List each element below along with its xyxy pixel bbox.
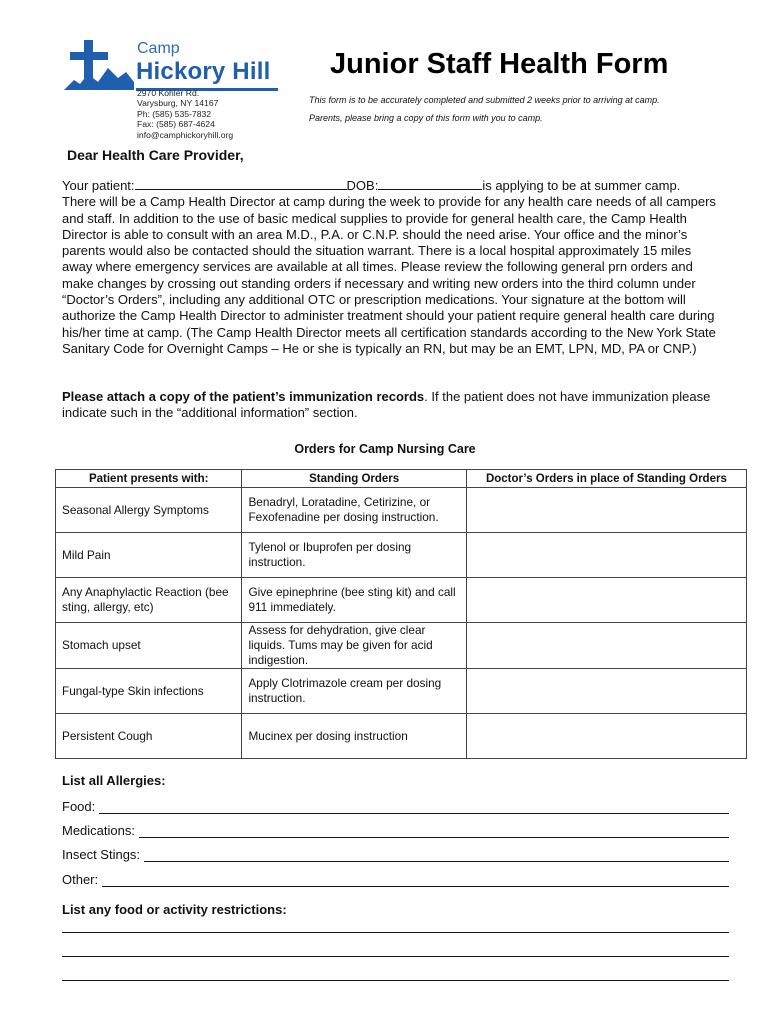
table-row — [56, 533, 747, 578]
condition-cell: Stomach upset — [56, 623, 242, 669]
restrictions-heading: List any food or activity restrictions: — [62, 902, 287, 917]
restrictions-field[interactable] — [62, 932, 729, 933]
standing-order-cell: Apply Clotrimazole cream per dosing instruction. — [242, 669, 466, 714]
restrictions-field[interactable] — [62, 956, 729, 957]
doctor-order-cell[interactable] — [466, 488, 746, 533]
insect-allergy-row — [62, 844, 729, 862]
medications-label: Medications: — [62, 823, 135, 838]
form-title: Junior Staff Health Form — [330, 48, 669, 80]
insect-allergy-field[interactable] — [144, 847, 729, 862]
logo-name-text: Hickory Hill — [136, 58, 271, 85]
standing-order-cell: Benadryl, Loratadine, Cetirizine, or Fexofenadine per dosing instruction. — [242, 488, 466, 533]
cross-mountain-icon — [64, 38, 136, 98]
food-allergy-row — [62, 796, 729, 814]
copy-note: Parents, please bring a copy of this form with you to camp. — [309, 113, 543, 123]
food-label: Food: — [62, 799, 96, 814]
patient-name-field[interactable] — [135, 177, 347, 190]
condition-cell: Mild Pain — [56, 533, 242, 578]
header-doctors-orders: Doctor’s Orders in place of Standing Orders — [466, 470, 746, 488]
email-line: info@camphickoryhill.org — [137, 129, 234, 140]
immunization-note — [62, 389, 727, 422]
fax-line: Fax: (585) 687-4624 — [137, 119, 215, 130]
patient-dob-line — [62, 177, 722, 194]
greeting: Dear Health Care Provider, — [67, 147, 244, 163]
allergies-heading: List all Allergies: — [62, 773, 166, 788]
doctor-order-cell[interactable] — [466, 623, 746, 669]
dob-field[interactable] — [378, 177, 482, 190]
line1-tail: is applying to be at summer camp. — [482, 178, 681, 193]
table-row — [56, 488, 747, 533]
header-standing-orders: Standing Orders — [242, 470, 466, 488]
doctor-order-cell[interactable] — [466, 533, 746, 578]
insect-label: Insect Stings: — [62, 847, 141, 862]
header-patient-presents: Patient presents with: — [56, 470, 242, 488]
address-line: 2970 Kohler Rd. — [137, 88, 200, 98]
other-label: Other: — [62, 872, 99, 887]
table-row — [56, 669, 747, 714]
other-allergy-row — [62, 869, 729, 887]
medication-allergy-row — [62, 820, 729, 838]
condition-cell: Fungal-type Skin infections — [56, 669, 242, 714]
medication-allergy-field[interactable] — [139, 823, 729, 838]
patient-label: Your patient: — [62, 178, 135, 193]
restrictions-field[interactable] — [62, 980, 729, 981]
logo-camp-text: Camp — [137, 40, 180, 57]
food-allergy-field[interactable] — [99, 799, 729, 814]
table-header-row — [56, 470, 747, 488]
standing-order-cell: Give epinephrine (bee sting kit) and call 911 immediately. — [242, 578, 466, 623]
orders-table — [55, 469, 747, 759]
table-row — [56, 623, 747, 669]
standing-order-cell: Tylenol or Ibuprofen per dosing instruction. — [242, 533, 466, 578]
immunization-bold: Please attach a copy of the patient’s immunization records — [62, 389, 425, 404]
immunization-rest: . If the patient does not have immunization please indicate such in the “additional information” section. — [62, 389, 711, 421]
orders-title: Orders for Camp Nursing Care — [294, 442, 476, 456]
table-row — [56, 578, 747, 623]
table-row — [56, 714, 747, 759]
standing-order-cell: Mucinex per dosing instruction — [242, 714, 466, 759]
condition-cell: Persistent Cough — [56, 714, 242, 759]
dob-label: DOB: — [346, 178, 379, 193]
doctor-order-cell[interactable] — [466, 714, 746, 759]
letter-paragraph: There will be a Camp Health Director at camp during the week to provide for any health care needs of all campers and staff. In addition to the use of basic medical supplies to provide for general health care, the Camp Health Director is able to consult with an area M.D., P.A. or C.N.P. should the need arise. Your office and the minor’s parents would also be contacted should the situation warrant. There is a local hospital approximately 15 miles away where emergency services are available at all times. Please review the following general prn orders and make changes by crossing out standing orders if necessary and writing new orders into the third column under “Doctor’s Orders”, including any additional OTC or prescription medications. Your signature at the bottom will authorize the Camp Health Director to administer treatment should your patient require general health care during his/her time at camp. (The Camp Health Director meets all certification standards according to the New York State Sanitary Code for Overnight Camps – He or she is typically an RN, but may be an EMT, LPN, MD, PA or CNP.) — [62, 194, 716, 356]
other-allergy-field[interactable] — [102, 872, 729, 887]
letter-body — [62, 177, 722, 357]
doctor-order-cell[interactable] — [466, 669, 746, 714]
camp-address — [137, 88, 233, 140]
condition-cell: Any Anaphylactic Reaction (bee sting, allergy, etc) — [56, 578, 242, 623]
doctor-order-cell[interactable] — [466, 578, 746, 623]
address-line: Varysburg, NY 14167 — [137, 98, 219, 109]
condition-cell: Seasonal Allergy Symptoms — [56, 488, 242, 533]
standing-order-cell: Assess for dehydration, give clear liquids. Tums may be given for acid indigestion. — [242, 623, 466, 669]
phone-line: Ph: (585) 535-7832 — [137, 108, 212, 119]
submission-note: This form is to be accurately completed and submitted 2 weeks prior to arriving at camp. — [309, 95, 660, 105]
